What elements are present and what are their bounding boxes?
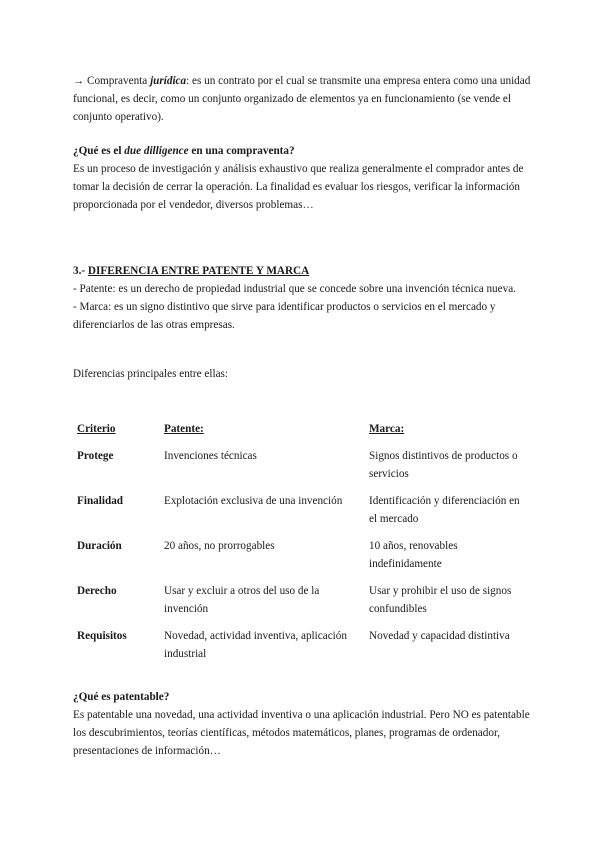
due-diligence-heading-post: en una compraventa? <box>188 145 295 157</box>
marca-cell: Identificación y diferenciación en el mercado <box>369 495 520 525</box>
criterion-cell: Derecho <box>77 585 117 597</box>
section-3-title-text: DIFERENCIA ENTRE PATENTE Y MARCA <box>87 265 310 277</box>
differences-intro-block <box>73 365 533 383</box>
patente-cell: Invenciones técnicas <box>164 450 257 462</box>
table-row <box>73 627 533 672</box>
patentable-heading: ¿Qué es patentable? <box>73 691 170 703</box>
due-diligence-section <box>73 142 533 214</box>
marca-cell: 10 años, renovables indefinidamente <box>369 540 458 570</box>
criterion-cell: Protege <box>77 450 114 462</box>
differences-table <box>73 420 533 672</box>
criterion-cell: Requisitos <box>77 630 127 642</box>
due-diligence-heading <box>73 142 533 160</box>
table-row <box>73 537 533 582</box>
due-diligence-heading-pre: ¿Qué es el <box>73 145 125 157</box>
header-criterio: Criterio <box>77 423 116 435</box>
patentable-section <box>73 688 533 760</box>
table-row <box>73 447 533 492</box>
patente-cell: Usar y excluir a otros del uso de la invención <box>164 585 320 615</box>
section-3-number: 3.- <box>73 265 88 277</box>
compraventa-paragraph <box>73 72 533 126</box>
compraventa-lead: Compraventa <box>86 75 151 87</box>
criterion-cell: Finalidad <box>77 495 124 507</box>
section-3 <box>73 262 533 334</box>
due-diligence-body: Es un proceso de investigación y análisis exhaustivo que realiza generalmente el comprador antes de tomar la decisión de cerrar la operación. La finalidad es evaluar los riesgos, verificar la información proporcionada por el vendedor, diversos problemas… <box>73 163 524 211</box>
marca-cell: Signos distintivos de productos o servicios <box>369 450 518 480</box>
table-row <box>73 492 533 537</box>
marca-definition: - Marca: es un signo distintivo que sirve para identificar productos o servicios en el mercado y diferenciarlos de las otras empresas. <box>73 301 496 331</box>
patente-cell: Explotación exclusiva de una invención <box>164 495 343 507</box>
arrow-icon: → <box>73 75 87 87</box>
patente-cell: 20 años, no prorrogables <box>164 540 275 552</box>
marca-cell: Novedad y capacidad distintiva <box>369 630 510 642</box>
section-3-title <box>73 262 533 280</box>
compraventa-term: jurídica <box>150 75 187 87</box>
marca-cell: Usar y prohibir el uso de signos confundibles <box>369 585 512 615</box>
differences-intro: Diferencias principales entre ellas: <box>73 368 228 380</box>
criterion-cell: Duración <box>77 540 122 552</box>
patente-cell: Novedad, actividad inventiva, aplicación industrial <box>164 630 347 660</box>
compraventa-text: : es un contrato por el cual se transmite una empresa entera como una unidad funcional, es decir, como un conjunto organizado de elementos ya en funcionamiento (se vende el conjunto operativo). <box>73 75 531 123</box>
table-header-row <box>73 420 533 447</box>
table-row <box>73 582 533 627</box>
patentable-body: Es patentable una novedad, una actividad inventiva o una aplicación industrial. Pero NO es patentable los descubrimientos, teorías científicas, métodos matemáticos, planes, programas de ordenador, presentaciones de información… <box>73 709 530 757</box>
due-diligence-heading-term: due dilligence <box>124 145 189 157</box>
header-patente: Patente: <box>164 423 204 435</box>
header-marca: Marca: <box>369 423 405 435</box>
patente-definition: - Patente: es un derecho de propiedad industrial que se concede sobre una invención técnica nueva. <box>73 283 516 295</box>
